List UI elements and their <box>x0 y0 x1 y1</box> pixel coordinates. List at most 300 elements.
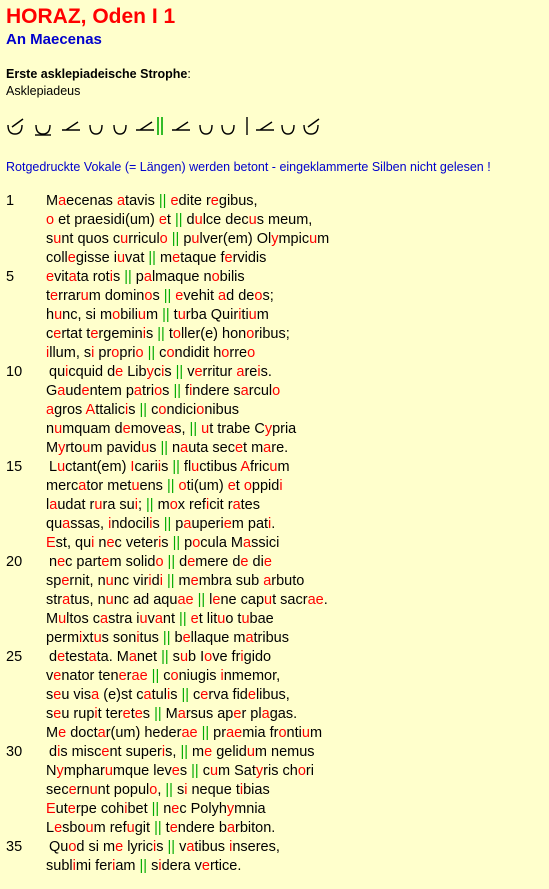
stressed-vowel: i <box>149 516 153 532</box>
meter-name: Asklepiadeus <box>6 84 81 98</box>
stressed-vowel: o <box>166 345 175 361</box>
long-mark <box>62 122 80 130</box>
stressed-vowel: I <box>130 459 135 475</box>
stressed-vowel: u <box>139 611 148 627</box>
verse-line <box>0 477 549 496</box>
stressed-vowel: u <box>269 459 278 475</box>
stressed-vowel: o <box>154 383 163 399</box>
stressed-vowel: u <box>177 307 186 323</box>
caesura-mark: || <box>160 440 169 456</box>
stressed-vowel: a <box>218 288 227 304</box>
stressed-vowel: i <box>91 345 95 361</box>
stressed-vowel: o <box>135 345 144 361</box>
stressed-vowel: o <box>111 345 120 361</box>
stressed-vowel: a <box>46 402 55 418</box>
caesura-mark: || <box>175 364 184 380</box>
caesura-mark: || <box>171 231 180 247</box>
stressed-vowel: a <box>186 839 195 855</box>
caesura-mark: || <box>201 725 210 741</box>
line-number: 1 <box>6 193 15 209</box>
stressed-vowel: e <box>57 554 66 570</box>
caesura-mark: || <box>157 326 165 342</box>
stressed-vowel: y <box>56 763 64 779</box>
verse-text: mercator metuens || oti(um) et oppidi <box>46 478 283 494</box>
verse-line <box>0 819 549 838</box>
stressed-vowel: u <box>104 763 113 779</box>
stressed-vowel: y <box>226 801 235 817</box>
verse-line <box>0 382 549 401</box>
stressed-vowel: a <box>57 383 66 399</box>
stressed-vowel: e <box>57 649 66 665</box>
verse-text: Luctant(em) Icariis || fluctibus Africum <box>49 459 290 475</box>
long-short-mark <box>8 119 23 134</box>
stressed-vowel: e <box>46 269 55 285</box>
stressed-vowel: a <box>226 820 236 836</box>
poem-title: HORAZ, Oden I 1 <box>6 5 176 28</box>
stressed-vowel: E <box>46 801 56 817</box>
stressed-vowel: i <box>161 364 165 380</box>
stressed-vowel: u <box>54 307 63 323</box>
stressed-vowel: i <box>152 839 157 855</box>
stressed-vowel: u <box>191 459 200 475</box>
verse-text: Euterpe cohibet || nec Polyhymnia <box>46 801 266 817</box>
stressed-vowel: e <box>182 630 191 646</box>
verse-line <box>0 610 549 629</box>
caesura-mark: || <box>197 592 206 608</box>
line-number: 30 <box>6 744 23 760</box>
caesura-mark: || <box>151 668 160 684</box>
stressed-vowel: o <box>192 535 201 551</box>
verse-line <box>0 705 549 724</box>
caesura-mark: || <box>162 630 171 646</box>
stressed-vowel: i <box>65 364 69 380</box>
caesura-mark: || <box>147 345 156 361</box>
poem-text <box>0 192 549 876</box>
caesura-mark: || <box>191 763 199 779</box>
verse-text: dis miscent superis, || me gelidum nemus <box>49 744 315 760</box>
stressed-vowel: a <box>49 497 58 513</box>
verse-line <box>0 667 549 686</box>
stressed-vowel: i <box>158 535 162 551</box>
poem-subtitle: An Maecenas <box>6 31 102 48</box>
stressed-vowel: u <box>105 573 114 589</box>
caesura-mark: || <box>166 478 175 494</box>
stressed-vowel: a <box>166 421 175 437</box>
stressed-vowel: e <box>233 706 242 722</box>
stressed-vowel: i <box>158 858 162 874</box>
stressed-vowel: y <box>146 364 154 380</box>
stressed-vowel: i <box>229 839 233 855</box>
stressed-vowel: i <box>257 364 261 380</box>
verse-text: stratus, nunc ad aquae || lene caput sacrae. <box>46 592 328 608</box>
short-mark <box>114 125 126 134</box>
verse-line <box>0 686 549 705</box>
verse-text: Lesboum refugit || tendere barbiton. <box>46 820 276 836</box>
caesura-mark: || <box>146 497 154 513</box>
stressed-vowel: e <box>158 212 167 228</box>
caesura-mark: || <box>180 744 188 760</box>
caesura-mark: || <box>179 611 187 627</box>
stressed-vowel: i <box>268 516 272 532</box>
stressed-vowel: e <box>200 687 209 703</box>
long-mark <box>256 122 274 130</box>
stressed-vowel: a <box>154 611 163 627</box>
stressed-vowel: a <box>232 497 241 513</box>
caesura-mark: || <box>166 573 175 589</box>
caesura-mark: || <box>172 535 181 551</box>
line-number: 25 <box>6 649 23 665</box>
stressed-vowel: a <box>245 630 254 646</box>
stressed-vowel: i <box>72 858 76 874</box>
stressed-vowel: i <box>166 687 171 703</box>
verse-line <box>0 515 549 534</box>
line-number: 15 <box>6 459 23 475</box>
stressed-vowel: a <box>62 592 71 608</box>
verse-line <box>0 401 549 420</box>
stressed-vowel: u <box>301 725 310 741</box>
caesura-mark: || <box>172 459 180 475</box>
stressed-vowel: i <box>161 744 166 760</box>
stressed-vowel: i <box>159 573 163 589</box>
stressed-vowel: e <box>61 573 70 589</box>
caesura-mark: || <box>163 516 172 532</box>
verse-line <box>0 496 549 515</box>
stressed-vowel: i <box>134 497 138 513</box>
stressed-vowel: o <box>247 345 256 361</box>
stressed-vowel: e <box>122 706 131 722</box>
stressed-vowel: i <box>148 573 152 589</box>
verse-text: Est, qui nec veteris || pocula Massici <box>46 535 280 551</box>
meter-heading <box>6 68 191 81</box>
stressed-vowel: a <box>100 611 109 627</box>
stressed-vowel: i <box>79 630 83 646</box>
stressed-vowel: u <box>80 288 89 304</box>
stressed-vowel: e <box>169 820 178 836</box>
stressed-vowel: u <box>116 250 126 266</box>
short-mark <box>35 125 51 135</box>
stressed-vowel: o <box>221 345 230 361</box>
caesura-mark: || <box>148 250 156 266</box>
stressed-vowel: o <box>158 402 167 418</box>
stressed-vowel: e <box>247 687 256 703</box>
stressed-vowel: a <box>133 383 142 399</box>
stressed-vowel: A <box>240 459 251 475</box>
stressed-vowel: o <box>68 839 77 855</box>
stressed-vowel: ae <box>226 725 243 741</box>
verse-text: permixtus sonitus || bellaque matribus <box>46 630 289 646</box>
stressed-vowel: u <box>217 611 226 627</box>
short-mark <box>222 125 234 134</box>
stressed-vowel: o <box>178 478 187 494</box>
caesura-mark: || <box>154 820 162 836</box>
stressed-vowel: i <box>189 383 193 399</box>
stressed-vowel: o <box>159 231 168 247</box>
stressed-vowel: u <box>57 459 66 475</box>
verse-line <box>0 458 549 477</box>
verse-text: Quod si me lyricis || vatibus inseres, <box>49 839 280 855</box>
verse-text: o et praesidi(um) et || dulce decus meum, <box>46 212 313 228</box>
caesura-mark: || <box>173 383 181 399</box>
stressed-vowel: e <box>234 440 244 456</box>
stressed-vowel: o <box>243 478 252 494</box>
stressed-vowel: i <box>239 782 244 798</box>
stressed-vowel: e <box>58 725 67 741</box>
meter-heading-colon: : <box>187 67 191 81</box>
caesura-mark: || <box>162 307 170 323</box>
verse-line <box>0 781 549 800</box>
stressed-vowel: e <box>53 706 62 722</box>
verse-text: illum, si proprio || condidit horreo <box>46 345 256 361</box>
stressed-vowel: a <box>177 706 186 722</box>
short-mark <box>200 125 212 134</box>
stressed-vowel: o <box>246 326 255 342</box>
caesura-mark: || <box>163 288 172 304</box>
verse-text: seu rupit teretes || Marsus aper plagas. <box>46 706 298 722</box>
stressed-vowel: u <box>85 820 94 836</box>
stressed-vowel: a <box>261 706 270 722</box>
stressed-vowel: u <box>241 611 250 627</box>
stressed-vowel: E <box>46 535 56 551</box>
verse-line <box>0 857 549 876</box>
stressed-vowel: e <box>122 421 131 437</box>
stressed-vowel: a <box>91 687 100 703</box>
caesura-mark: || <box>174 212 183 228</box>
stressed-vowel: a <box>236 364 245 380</box>
verse-text: quicquid de Libycis || verritur areis. <box>49 364 272 380</box>
verse-line <box>0 192 549 211</box>
short-mark <box>282 125 294 134</box>
stressed-vowel: y <box>58 440 66 456</box>
stressed-vowel: o <box>254 288 263 304</box>
caesura-mark: || <box>189 421 198 437</box>
verse-line <box>0 325 549 344</box>
stressed-vowel: o <box>272 383 281 399</box>
verse-text: agros Attalicis || condicionibus <box>46 402 240 418</box>
stressed-vowel: u <box>209 763 219 779</box>
verse-text: laudat rura sui; || mox reficit rates <box>46 497 260 513</box>
stressed-vowel: u <box>82 440 91 456</box>
stressed-vowel: u <box>120 231 129 247</box>
stressed-vowel: y <box>255 763 264 779</box>
verse-text: hunc, si mobilium || turba Quiritium <box>46 307 269 323</box>
stressed-vowel: o <box>149 782 158 798</box>
caesura-mark: || <box>181 687 190 703</box>
verse-text: secernunt populo, || si neque tibias <box>46 782 270 798</box>
stressed-vowel: i <box>240 649 244 665</box>
stressed-vowel: o <box>278 725 287 741</box>
stressed-vowel: i <box>46 345 50 361</box>
stressed-vowel: e <box>68 782 77 798</box>
long-mark <box>172 122 190 130</box>
stressed-vowel: e <box>190 611 199 627</box>
stressed-vowel: o <box>170 668 179 684</box>
stressed-vowel: ae <box>177 592 194 608</box>
stressed-vowel: e <box>115 839 124 855</box>
verse-line <box>0 230 549 249</box>
stressed-vowel: i <box>279 478 283 494</box>
stressed-vowel: i <box>57 744 61 760</box>
stressed-vowel: e <box>212 592 221 608</box>
verse-text: numquam demoveas, || ut trabe Cypria <box>46 421 297 437</box>
verse-line <box>0 553 549 572</box>
stressed-vowel: e <box>204 744 213 760</box>
stressed-vowel: u <box>53 231 62 247</box>
verse-line <box>0 572 549 591</box>
stressed-vowel: o <box>169 497 178 513</box>
verse-line <box>0 534 549 553</box>
stressed-vowel: i <box>157 459 162 475</box>
stressed-vowel: i <box>125 402 129 418</box>
meter-heading-label: Erste asklepiadeische Strophe <box>6 67 188 81</box>
stressed-vowel: u <box>58 611 67 627</box>
caesura-mark: || <box>124 269 132 285</box>
stressed-vowel: e <box>53 687 62 703</box>
verse-line <box>0 629 549 648</box>
stressed-vowel: a <box>97 725 106 741</box>
verse-line <box>0 268 549 287</box>
stressed-vowel: u <box>94 497 103 513</box>
stressed-vowel: e <box>101 744 110 760</box>
stressed-vowel: e <box>223 516 232 532</box>
stressed-vowel: a <box>68 269 77 285</box>
stressed-vowel: o <box>196 402 205 418</box>
stressed-vowel: e <box>50 288 59 304</box>
verse-line <box>0 287 549 306</box>
verse-text: collegisse iuvat || metaque fervidis <box>46 250 267 266</box>
stressed-vowel: u <box>131 478 140 494</box>
verse-line <box>0 648 549 667</box>
stressed-vowel: u <box>264 592 273 608</box>
stressed-vowel: a <box>128 649 137 665</box>
verse-text: Nympharumque leves || cum Satyris chori <box>46 763 314 779</box>
stressed-vowel: o <box>297 763 306 779</box>
verse-text: Myrtoum pavidus || nauta secet mare. <box>46 440 289 456</box>
stressed-vowel: e <box>210 193 219 209</box>
caesura-mark: || <box>161 649 169 665</box>
stressed-vowel: e <box>67 250 76 266</box>
stressed-vowel: ae <box>307 592 324 608</box>
stressed-vowel: e <box>224 250 233 266</box>
stressed-vowel: e <box>194 364 203 380</box>
stressed-vowel: u <box>105 592 114 608</box>
verse-line <box>0 724 549 743</box>
stressed-vowel: i <box>94 706 98 722</box>
long-short-mark <box>304 119 319 134</box>
stress-note: Rotgedruckte Vokale (= Längen) werden betont - eingeklammerte Silben nicht gelesen ! <box>6 160 491 174</box>
stressed-vowel: y <box>264 421 273 437</box>
verse-line <box>0 211 549 230</box>
stressed-vowel: a <box>62 516 71 532</box>
verse-text: sublimi feriam || sidera vertice. <box>46 858 242 874</box>
stressed-vowel: e <box>53 668 62 684</box>
stressed-vowel: a <box>116 193 126 209</box>
stressed-vowel: e <box>118 668 127 684</box>
stressed-vowel: u <box>248 212 257 228</box>
stressed-vowel: i <box>108 516 112 532</box>
stressed-vowel: e <box>172 250 181 266</box>
stressed-vowel: e <box>106 535 115 551</box>
verse-line <box>0 344 549 363</box>
stressed-vowel: e <box>187 554 196 570</box>
verse-line <box>0 591 549 610</box>
stressed-vowel: e <box>53 326 62 342</box>
stressed-vowel: i <box>91 535 95 551</box>
caesura-mark: || <box>165 782 173 798</box>
verse-text: Me doctar(um) hederae || praemia frontium <box>46 725 323 741</box>
stressed-vowel: e <box>175 288 184 304</box>
verse-text: sunt quos curriculo || pulver(em) Olympicum <box>46 231 330 247</box>
stressed-vowel: a <box>180 440 189 456</box>
stressed-vowel: i <box>220 668 224 684</box>
stressed-vowel: e <box>81 383 90 399</box>
caesura-mark: || <box>158 193 167 209</box>
verse-line <box>0 838 549 857</box>
stressed-vowel: i <box>109 269 113 285</box>
verse-text: terrarum dominos || evehit ad deos; <box>46 288 274 304</box>
verse-line <box>0 420 549 439</box>
stressed-vowel: o <box>204 649 213 665</box>
stressed-vowel: e <box>90 326 99 342</box>
stressed-vowel: i <box>112 858 116 874</box>
caesura-double-bar <box>158 117 162 135</box>
stressed-vowel: a <box>263 573 272 589</box>
line-number: 20 <box>6 554 23 570</box>
stressed-vowel: u <box>89 782 98 798</box>
stressed-vowel: e <box>134 706 143 722</box>
stressed-vowel: a <box>58 193 67 209</box>
stressed-vowel: u <box>201 421 210 437</box>
stressed-vowel: u <box>194 212 203 228</box>
caesura-mark: || <box>151 801 160 817</box>
caesura-mark: || <box>154 706 162 722</box>
stressed-vowel: a <box>263 440 272 456</box>
line-number: 5 <box>6 269 15 285</box>
stressed-vowel: a <box>78 478 87 494</box>
verse-text: evitata rotis || palmaque nobilis <box>46 269 245 285</box>
verse-line <box>0 363 549 382</box>
stressed-vowel: a <box>143 269 152 285</box>
stressed-vowel: i <box>142 326 146 342</box>
verse-line <box>0 800 549 819</box>
caesura-mark: || <box>139 402 148 418</box>
stressed-vowel: o <box>144 288 153 304</box>
stressed-vowel: ae <box>131 668 148 684</box>
stressed-vowel: A <box>85 402 96 418</box>
caesura-mark: || <box>167 554 176 570</box>
stressed-vowel: e <box>67 801 76 817</box>
stressed-vowel: i <box>238 307 242 323</box>
stressed-vowel: e <box>171 763 180 779</box>
stressed-vowel: u <box>126 820 135 836</box>
verse-line <box>0 439 549 458</box>
stressed-vowel: e <box>240 554 249 570</box>
stressed-vowel: o <box>112 307 121 323</box>
stressed-vowel: a <box>88 649 97 665</box>
verse-text: certat tergeminis || toller(e) honoribus; <box>46 326 290 342</box>
stressed-vowel: u <box>179 649 189 665</box>
stressed-vowel: e <box>201 858 210 874</box>
stressed-vowel: i <box>136 630 140 646</box>
verse-text: seu visa (e)st catulis || cerva fidelibus, <box>46 687 290 703</box>
verse-text: quassas, indocilis || pauperiem pati. <box>46 516 276 532</box>
stressed-vowel: u <box>141 440 150 456</box>
stressed-vowel: ae <box>181 725 198 741</box>
metrical-scheme <box>6 113 336 137</box>
verse-text: spernit, nunc viridi || membra sub arbuto <box>46 573 305 589</box>
stressed-vowel: a <box>143 687 152 703</box>
stressed-vowel: u <box>309 231 318 247</box>
long-mark <box>136 122 154 130</box>
